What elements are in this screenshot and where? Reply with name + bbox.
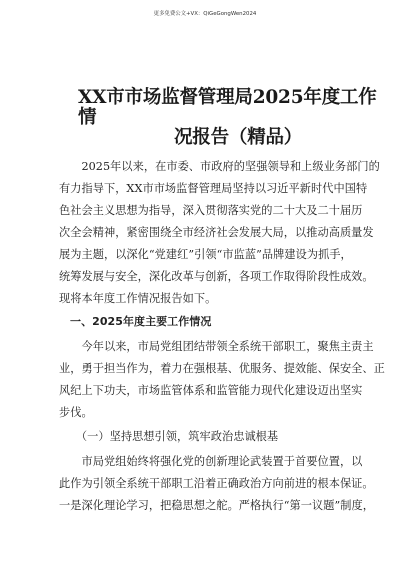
section-heading: 一、2025年度主要工作情况 — [59, 315, 212, 328]
header-note: 更多免费公文+VX：QiGeGongWen2024 — [153, 11, 257, 17]
intro-line: 有力指导下，XX市市场监督管理局坚持以习近平新时代中国特 — [59, 182, 368, 195]
intro-line: 展为主题，以深化“党建红”引领“市监蓝”品牌建设为抓手， — [59, 248, 352, 261]
section-paragraph-line: 业，勇于担当作为，着力在强根基、优服务、提效能、保安全、正 — [59, 362, 385, 375]
intro-line: 统筹发展与安全，深化改革与创新，各项工作取得阶段性成效。 — [59, 270, 374, 283]
title-line-1: XX市市场监督管理局2025年度工作情 — [78, 87, 377, 128]
document-title — [78, 88, 378, 148]
subsection-paragraph-line: 一是深化理论学习，把稳思想之舵。严格执行“第一议题”制度， — [59, 499, 374, 512]
intro-line: 2025年以来，在市委、市政府的坚强领导和上级业务部门的 — [59, 160, 380, 173]
intro-line: 色社会主义思想为指导，深入贯彻落实党的二十大及二十届历 — [59, 204, 363, 217]
section-paragraph-line: 风纪上下功夫，市场监管体系和监管能力现代化建设迈出坚实 — [59, 384, 363, 397]
title-line-2: 况报告（精品） — [174, 127, 303, 148]
subsection-paragraph-line: 市局党组始终将强化党的创新理论武装置于首要位置，以 — [59, 455, 363, 468]
section-paragraph-line: 今年以来，市局党组团结带领全系统干部职工，聚焦主责主 — [59, 340, 374, 353]
intro-line: 次全会精神，紧密围绕全市经济社会发展大局，以推动高质量发 — [59, 226, 374, 239]
section-paragraph-line: 步伐。 — [59, 406, 93, 419]
subsection-heading: （一）坚持思想引领，筑牢政治忠诚根基 — [59, 430, 279, 443]
subsection-paragraph-line: 此作为引领全系统干部职工沿着正确政治方向前进的根本保证。 — [59, 477, 374, 490]
intro-line: 现将本年度工作情况报告如下。 — [59, 292, 217, 305]
